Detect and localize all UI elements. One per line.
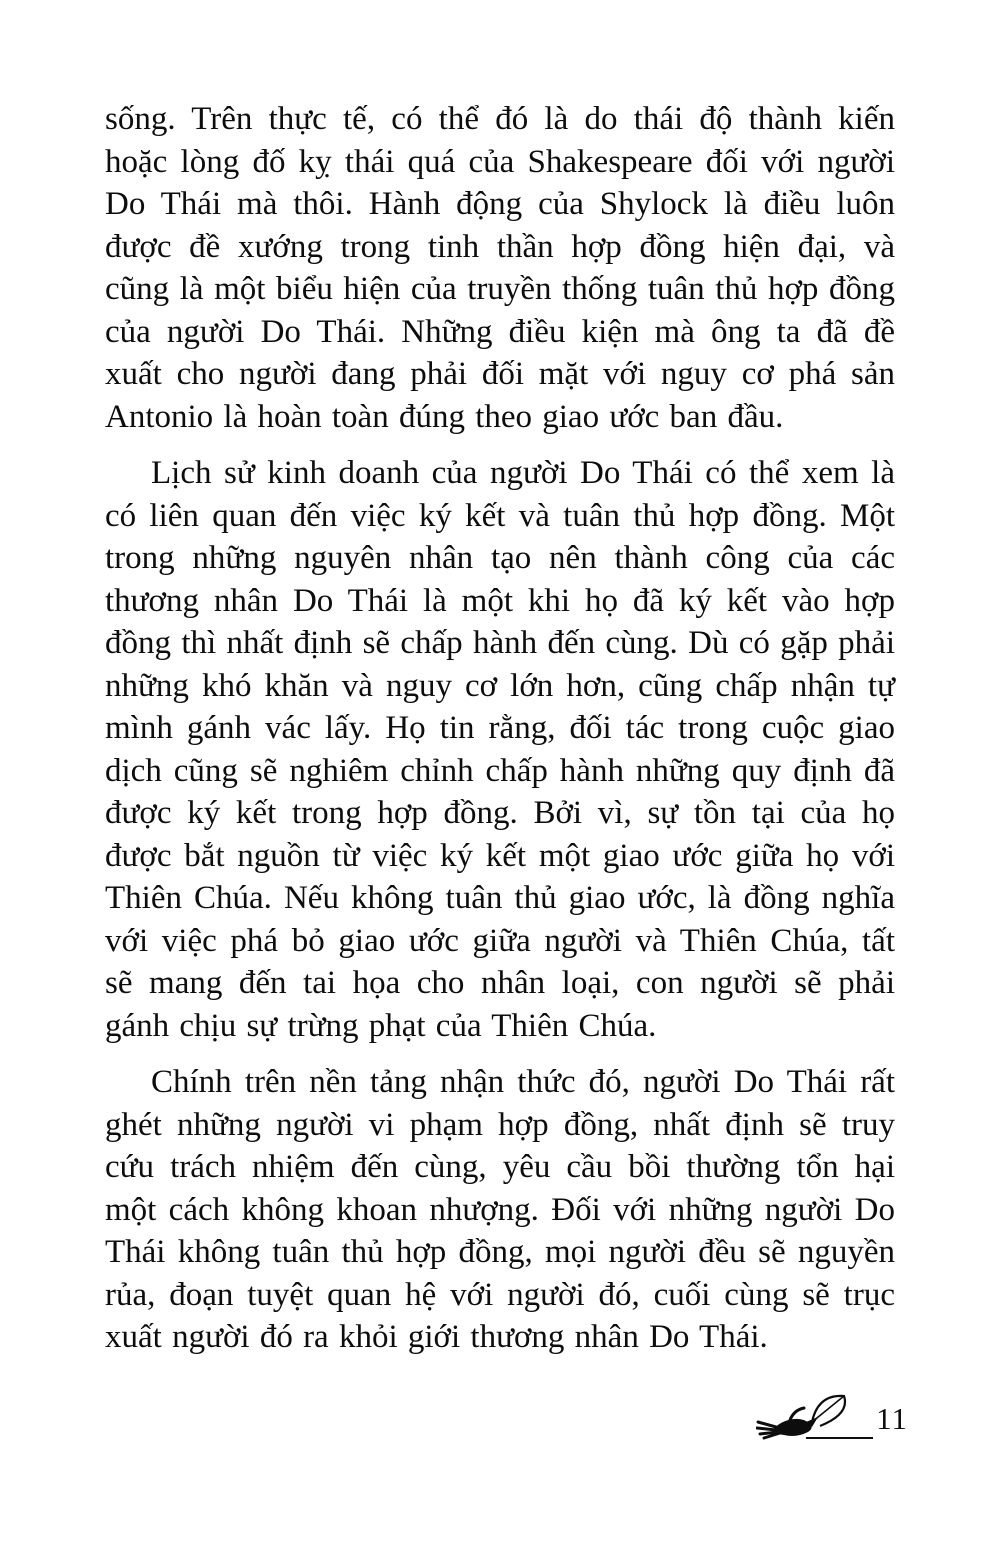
body-text — [105, 98, 895, 1373]
paragraph: Chính trên nền tảng nhận thức đó, người Do Thái rất ghét những người vi phạm hợp đồng, nhất định sẽ truy cứu trách nhiệm đến cùng, yêu cầu bồi thường tổn hại một cách không khoan nhượng. Đối với những người Do Thái không tuân thủ hợp đồng, mọi người đều sẽ nguyền rủa, đoạn tuyệt quan hệ với người đó, cuối cùng sẽ trục xuất người đó ra khỏi giới thương nhân Do Thái. — [105, 1064, 895, 1355]
paragraph-continuation: sống. Trên thực tế, có thể đó là do thái độ thành kiến hoặc lòng đố kỵ thái quá của Shakespeare đối với người Do Thái mà thôi. Hành động của Shylock là điều luôn được đề xướng trong tinh thần hợp đồng hiện đại, và cũng là một biểu hiện của truyền thống tuân thủ hợp đồng của người Do Thái. Những điều kiện mà ông ta đã đề xuất cho người đang phải đối mặt với nguy cơ phá sản Antonio là hoàn toàn đúng theo giao ước ban đầu. — [105, 101, 895, 435]
page-number: 11 — [876, 1401, 908, 1436]
paragraph: Lịch sử kinh doanh của người Do Thái có thể xem là có liên quan đến việc ký kết và tuân thủ hợp đồng. Một trong những nguyên nhân tạo nên thành công của các thương nhân Do Thái là một khi họ đã ký kết vào hợp đồng thì nhất định sẽ chấp hành đến cùng. Dù có gặp phải những khó khăn và nguy cơ lớn hơn, cũng chấp nhận tự mình gánh vác lấy. Họ tin rằng, đối tác trong cuộc giao dịch cũng sẽ nghiêm chỉnh chấp hành những quy định đã được ký kết trong hợp đồng. Bởi vì, sự tồn tại của họ được bắt nguồn từ việc ký kết một giao ước giữa họ với Thiên Chúa. Nếu không tuân thủ giao ước, là đồng nghĩa với việc phá bỏ giao ước giữa người và Thiên Chúa, tất sẽ mang đến tai họa cho nhân loại, con người sẽ phải gánh chịu sự trừng phạt của Thiên Chúa. — [105, 455, 895, 1044]
flying-bird-ornament-icon — [756, 1386, 874, 1444]
page-footer — [756, 1386, 908, 1444]
